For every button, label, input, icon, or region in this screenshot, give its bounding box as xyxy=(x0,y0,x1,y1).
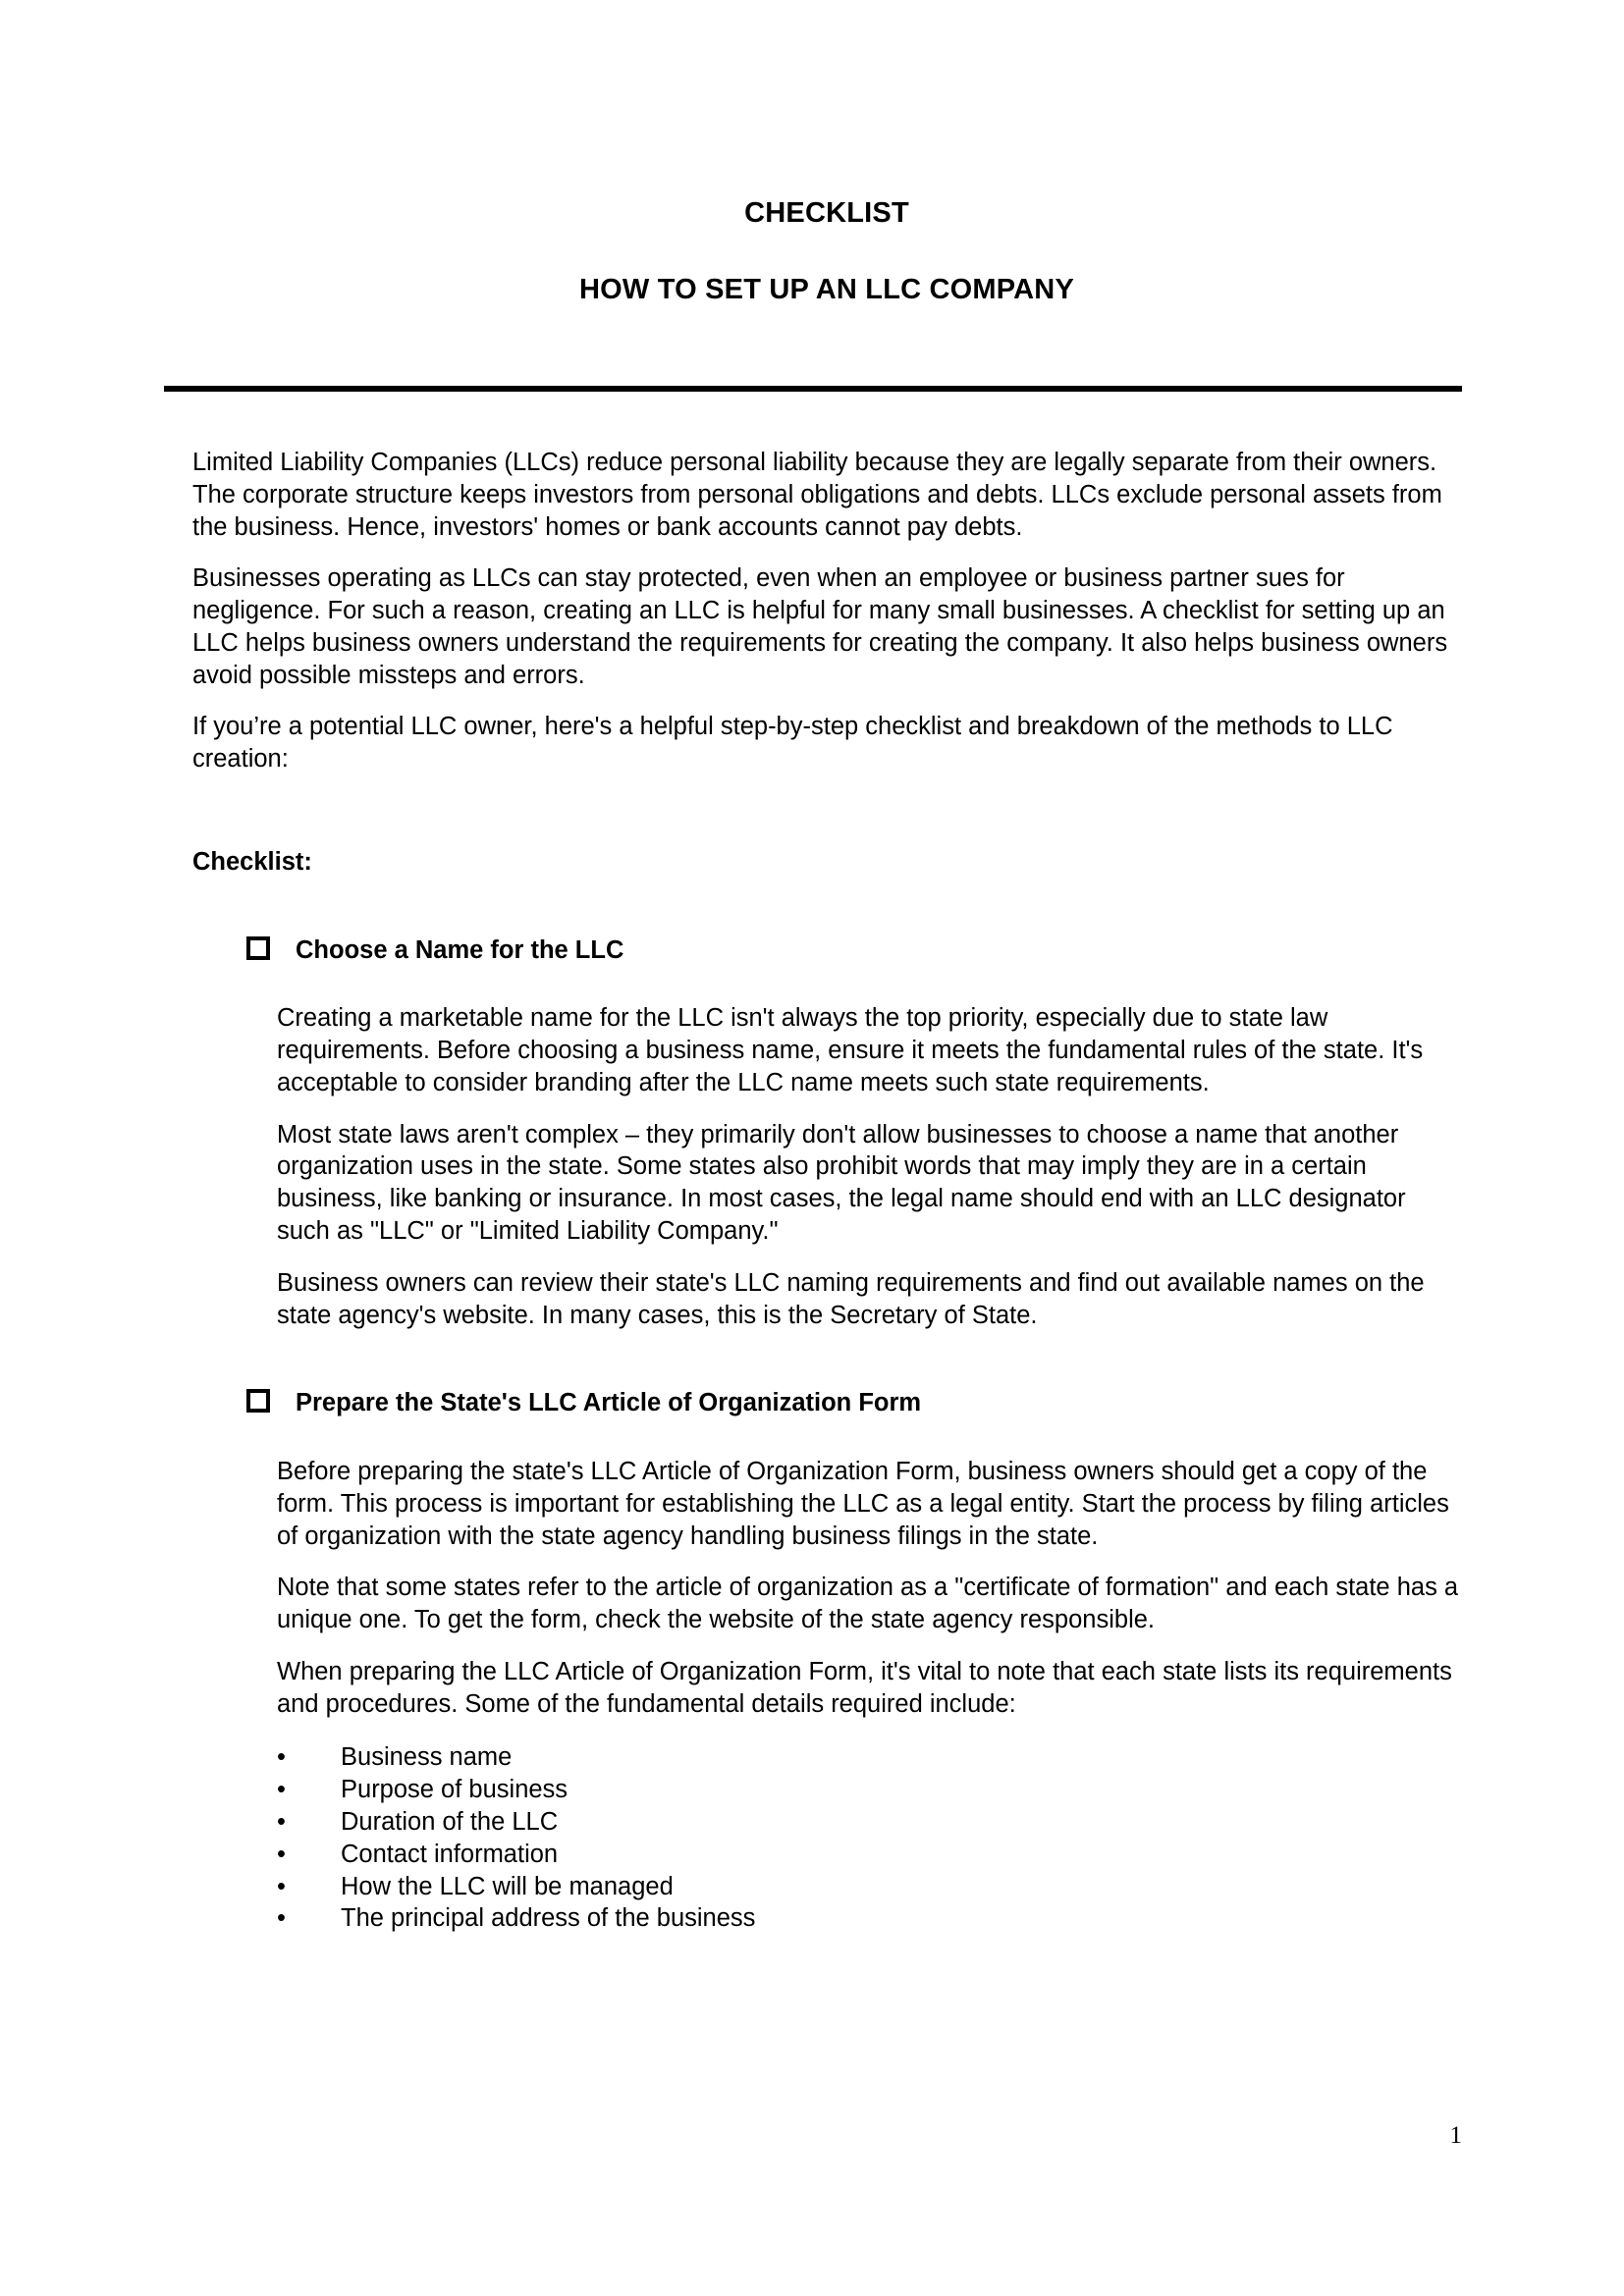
list-item-label: How the LLC will be managed xyxy=(341,1872,674,1900)
bullet-icon: • xyxy=(277,1872,286,1900)
section-1-paragraph-2: Most state laws aren't complex – they primarily don't allow businesses to choose a name that another organization uses in the state. Some states also prohibit words that may imply they are in a certain business, like banking or insurance. In most cases, the legal name should end with an LLC designator such as "LLC" or "Limited Liability Company." xyxy=(277,1120,1406,1246)
page-subtitle: HOW TO SET UP AN LLC COMPANY xyxy=(579,274,1074,305)
checklist-section-2-heading-label: Prepare the State's LLC Article of Organization Form xyxy=(296,1389,922,1417)
list-item xyxy=(277,1871,1461,1903)
list-item xyxy=(277,1774,1461,1806)
checklist-label: Checklist: xyxy=(192,847,312,876)
section-1-paragraph-1: Creating a marketable name for the LLC isn't always the top priority, especially due to state law requirements. Before choosing a business name, ensure it meets the fundamental rules of the state. It's acceptable to consider branding after the LLC name meets such state requirements. xyxy=(277,1004,1424,1096)
list-item-label: Business name xyxy=(341,1743,513,1772)
checklist-section-2-body xyxy=(192,1456,1461,1720)
checkbox-icon[interactable] xyxy=(246,936,270,960)
checklist-section-1-heading-label: Choose a Name for the LLC xyxy=(296,935,624,964)
checklist-section-1 xyxy=(192,879,1461,1332)
bullet-icon: • xyxy=(277,1807,286,1836)
bullet-icon: • xyxy=(277,1840,286,1868)
header-divider-wrap xyxy=(164,304,1462,392)
intro-paragraph-3: If you’re a potential LLC owner, here's a helpful step-by-step checklist and breakdown of the methods to LLC creation: xyxy=(192,713,1393,774)
bullet-icon: • xyxy=(277,1743,286,1772)
checklist-section-2 xyxy=(192,1331,1461,1935)
list-item xyxy=(277,1806,1461,1839)
list-item-label: Purpose of business xyxy=(341,1776,568,1804)
bullet-icon: • xyxy=(277,1904,286,1933)
checklist-section-1-heading[interactable] xyxy=(192,879,1461,967)
list-item-label: The principal address of the business xyxy=(341,1904,756,1933)
section-2-paragraph-2: Note that some states refer to the article of organization as a "certificate of formation" and each state has a unique one. To get the form, check the website of the state agency responsible. xyxy=(277,1574,1459,1634)
checkbox-icon[interactable] xyxy=(246,1389,270,1413)
list-item-label: Duration of the LLC xyxy=(341,1807,559,1836)
section-2-paragraph-3: When preparing the LLC Article of Organization Form, it's vital to note that each state lists its requirements and procedures. Some of the fundamental details required include: xyxy=(277,1657,1452,1718)
section-2-paragraph-1: Before preparing the state's LLC Article of Organization Form, business owners should get a copy of the form. This process is important for establishing the LLC as a legal entity. Start the process by filing articles of organization with the state agency handling business filings in the state. xyxy=(277,1458,1449,1550)
checklist-section-1-body xyxy=(192,1002,1461,1331)
list-item-label: Contact information xyxy=(341,1840,559,1868)
list-item xyxy=(277,1741,1461,1774)
list-item xyxy=(277,1839,1461,1871)
section-2-bullet-list xyxy=(192,1741,1461,1935)
page-content xyxy=(192,0,1461,1935)
intro-paragraph-1: Limited Liability Companies (LLCs) reduce personal liability because they are legally separate from their owners. The corporate structure keeps investors from personal obligations and debts. LLCs exclude personal assets from the business. Hence, investors' homes or bank accounts cannot pay debts. xyxy=(192,449,1442,541)
checklist-section-2-heading[interactable] xyxy=(192,1331,1461,1419)
intro-paragraph-2: Businesses operating as LLCs can stay protected, even when an employee or business partner sues for negligence. For such a reason, creating an LLC is helpful for many small businesses. A checklist for setting up an LLC helps business owners understand the requirements for creating the company. It also helps business owners avoid possible missteps and errors. xyxy=(192,564,1448,689)
header-divider xyxy=(164,386,1462,392)
list-item xyxy=(277,1902,1461,1935)
section-1-paragraph-3: Business owners can review their state's LLC naming requirements and find out available names on the state agency's website. In many cases, this is the Secretary of State. xyxy=(277,1268,1425,1329)
page-number: 1 xyxy=(1449,2122,1462,2149)
page-title: CHECKLIST xyxy=(744,197,909,229)
bullet-icon: • xyxy=(277,1776,286,1804)
